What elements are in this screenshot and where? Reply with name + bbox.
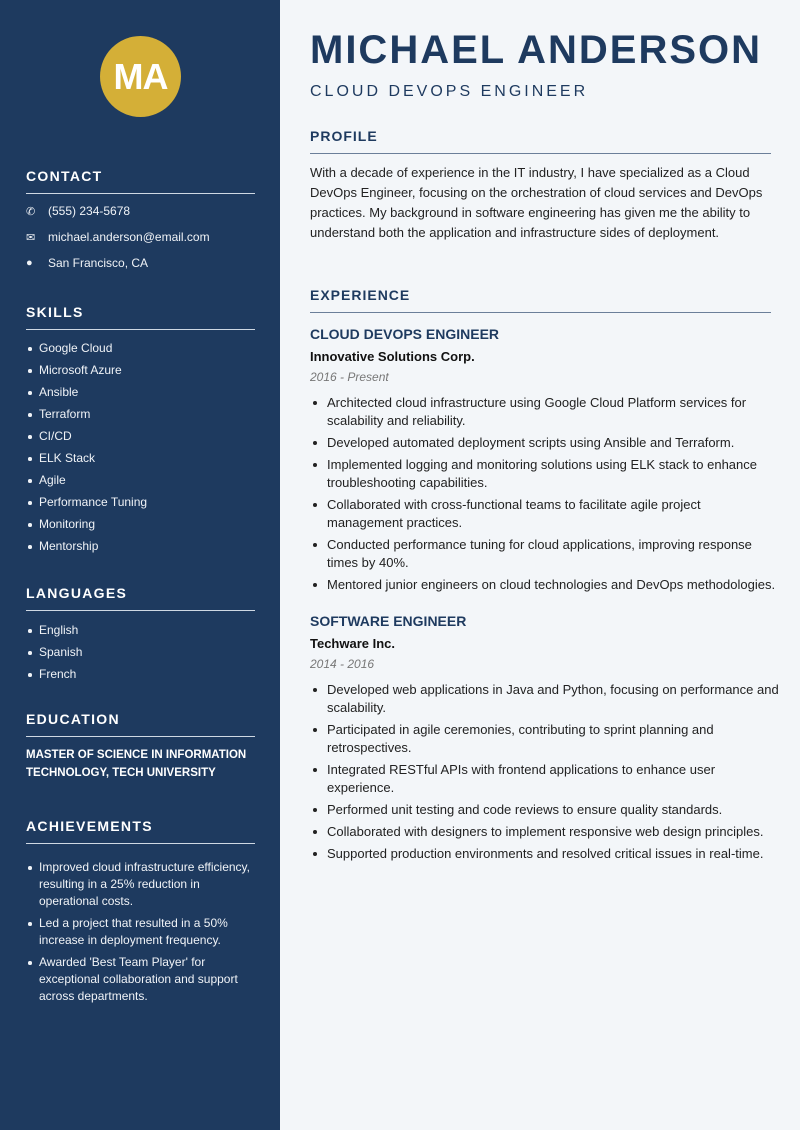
experience-heading: EXPERIENCE: [310, 287, 771, 313]
job-company: Techware Inc.: [310, 636, 396, 651]
job-bullet: Supported production environments and resolved critical issues in real-time.: [310, 845, 780, 863]
skill-item: Monitoring: [26, 516, 261, 533]
achievements-heading: ACHIEVEMENTS: [26, 818, 255, 844]
job-bullet: Collaborated with cross-functional teams to facilitate agile project management practices.: [310, 496, 780, 532]
profile-heading: PROFILE: [310, 128, 771, 154]
sidebar: [0, 0, 280, 1130]
achievement-item: Improved cloud infrastructure efficiency, resulting in a 25% reduction in operational costs.: [26, 859, 251, 910]
main-content: [280, 0, 800, 1130]
job-bullet: Integrated RESTful APIs with frontend applications to enhance user experience.: [310, 761, 780, 797]
email-text: michael.anderson@email.com: [48, 230, 210, 244]
skill-item: Performance Tuning: [26, 494, 261, 511]
skill-item: CI/CD: [26, 428, 261, 445]
languages-heading: LANGUAGES: [26, 585, 255, 611]
skill-item: Microsoft Azure: [26, 362, 261, 379]
achievements-list: [26, 859, 251, 1010]
skills-heading: SKILLS: [26, 304, 255, 330]
job-dates: 2016 - Present: [310, 370, 389, 384]
language-item: French: [26, 666, 261, 683]
job-bullet: Participated in agile ceremonies, contributing to sprint planning and retrospectives.: [310, 721, 780, 757]
job-bullet: Developed web applications in Java and Python, focusing on performance and scalability.: [310, 681, 780, 717]
job-bullet: Developed automated deployment scripts using Ansible and Terraform.: [310, 434, 780, 452]
language-item: Spanish: [26, 644, 261, 661]
education-heading: EDUCATION: [26, 711, 255, 737]
languages-list: [26, 622, 261, 688]
skill-item: Mentorship: [26, 538, 261, 555]
achievement-item: Awarded 'Best Team Player' for exceptional collaboration and support across departments.: [26, 954, 251, 1005]
skill-item: Terraform: [26, 406, 261, 423]
skills-list: [26, 340, 261, 560]
skill-item: Agile: [26, 472, 261, 489]
job-title: CLOUD DEVOPS ENGINEER: [310, 326, 500, 342]
job-bullet: Collaborated with designers to implement responsive web design principles.: [310, 823, 780, 841]
phone-text: (555) 234-5678: [48, 204, 131, 218]
job-bullet: Mentored junior engineers on cloud technologies and DevOps methodologies.: [310, 576, 780, 594]
job-bullet: Performed unit testing and code reviews to ensure quality standards.: [310, 801, 780, 819]
job-bullet: Architected cloud infrastructure using Google Cloud Platform services for scalability and reliability.: [310, 394, 780, 430]
skill-item: Ansible: [26, 384, 261, 401]
contact-heading: CONTACT: [26, 168, 255, 194]
location-pin-icon: ●: [26, 257, 33, 269]
location-text: San Francisco, CA: [48, 256, 149, 270]
skill-item: ELK Stack: [26, 450, 261, 467]
profile-text: With a decade of experience in the IT industry, I have specialized as a Cloud DevOps Engineer, focusing on the orchestration of cloud services and DevOps practices. My background in software engineering has given me the ability to understand both the application and infrastructure sides of deployment.: [310, 165, 763, 240]
language-item: English: [26, 622, 261, 639]
candidate-title: CLOUD DEVOPS ENGINEER: [310, 83, 589, 100]
job-bullet: Implemented logging and monitoring solutions using ELK stack to enhance troubleshooting capabilities.: [310, 456, 780, 492]
email-icon: ✉: [26, 231, 36, 244]
candidate-name: MICHAEL ANDERSON: [310, 28, 763, 72]
phone-icon: ✆: [26, 205, 36, 218]
job-company: Innovative Solutions Corp.: [310, 349, 475, 364]
achievement-item: Led a project that resulted in a 50% increase in deployment frequency.: [26, 915, 251, 949]
education-degree: MASTER OF SCIENCE IN INFORMATION TECHNOLOGY, TECH UNIVERSITY: [26, 749, 247, 779]
job-bullets: [310, 681, 780, 867]
job-dates: 2014 - 2016: [310, 657, 375, 671]
job-title: SOFTWARE ENGINEER: [310, 613, 467, 629]
contact-phone: [26, 204, 130, 218]
job-bullet: Conducted performance tuning for cloud applications, improving response times by 40%.: [310, 536, 780, 572]
contact-location: [26, 256, 148, 270]
contact-email: [26, 230, 210, 244]
job-bullets: [310, 394, 780, 598]
avatar: MA: [100, 36, 181, 117]
skill-item: Google Cloud: [26, 340, 261, 357]
